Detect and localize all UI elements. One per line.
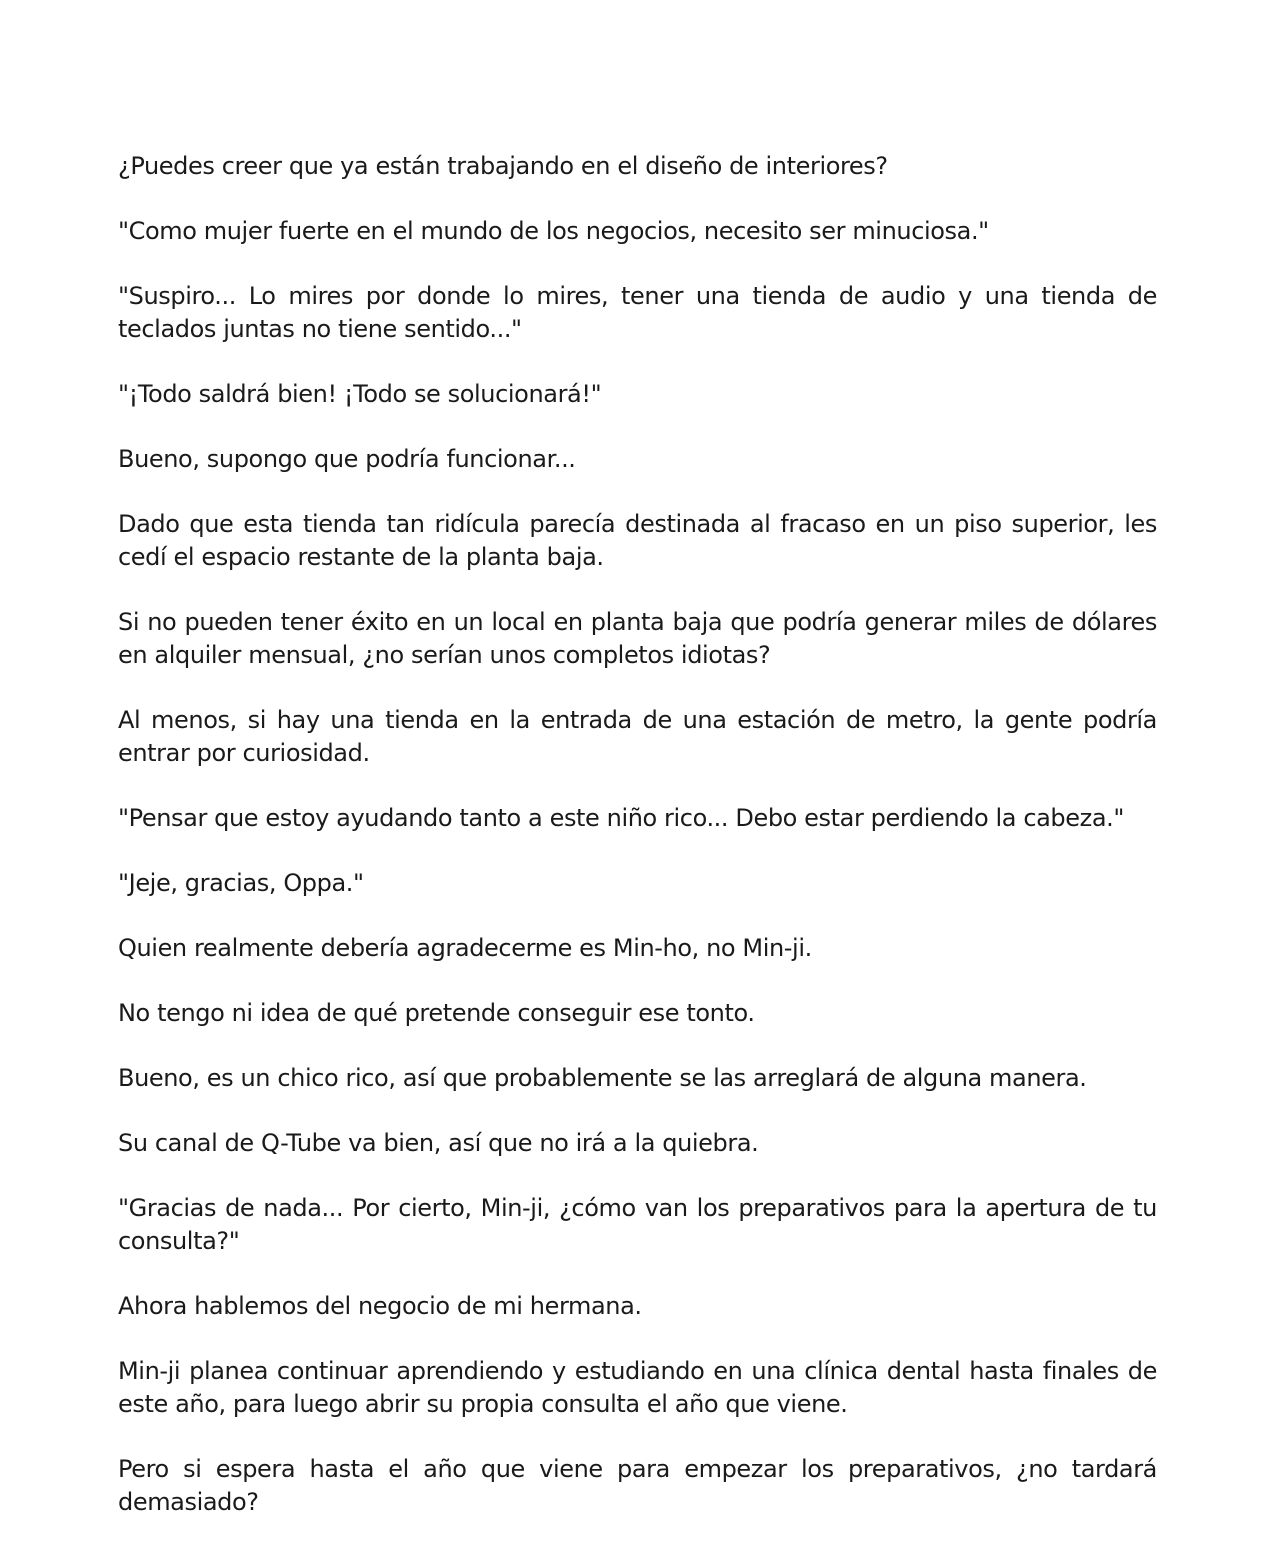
paragraph-9: "Pensar que estoy ayudando tanto a este niño rico... Debo estar perdiendo la cabeza." — [118, 804, 1124, 832]
document-page — [118, 150, 1157, 1551]
paragraph-3: "Suspiro... Lo mires por donde lo mires, tener una tienda de audio y una tienda de teclados juntas no tiene sentido..." — [118, 282, 1157, 343]
paragraph-2: "Como mujer fuerte en el mundo de los negocios, necesito ser minuciosa." — [118, 217, 989, 245]
paragraph-4: "¡Todo saldrá bien! ¡Todo se solucionará!" — [118, 380, 602, 408]
paragraph-18: Pero si espera hasta el año que viene para empezar los preparativos, ¿no tardará demasiado? — [118, 1455, 1157, 1516]
paragraph-15: "Gracias de nada... Por cierto, Min-ji, ¿cómo van los preparativos para la apertura de tu consulta?" — [118, 1194, 1157, 1255]
paragraph-7: Si no pueden tener éxito en un local en planta baja que podría generar miles de dólares en alquiler mensual, ¿no serían unos completos idiotas? — [118, 608, 1157, 669]
paragraph-11: Quien realmente debería agradecerme es Min-ho, no Min-ji. — [118, 934, 812, 962]
paragraph-8: Al menos, si hay una tienda en la entrada de una estación de metro, la gente podría entrar por curiosidad. — [118, 706, 1157, 767]
paragraph-12: No tengo ni idea de qué pretende conseguir ese tonto. — [118, 999, 755, 1027]
paragraph-1: ¿Puedes creer que ya están trabajando en el diseño de interiores? — [118, 152, 888, 180]
paragraph-16: Ahora hablemos del negocio de mi hermana. — [118, 1292, 642, 1320]
paragraph-13: Bueno, es un chico rico, así que probablemente se las arreglará de alguna manera. — [118, 1064, 1087, 1092]
paragraph-6: Dado que esta tienda tan ridícula parecía destinada al fracaso en un piso superior, les cedí el espacio restante de la planta baja. — [118, 510, 1157, 571]
paragraph-14: Su canal de Q-Tube va bien, así que no irá a la quiebra. — [118, 1129, 759, 1157]
paragraph-17: Min-ji planea continuar aprendiendo y estudiando en una clínica dental hasta finales de este año, para luego abrir su propia consulta el año que viene. — [118, 1357, 1157, 1418]
paragraph-5: Bueno, supongo que podría funcionar... — [118, 445, 576, 473]
paragraph-10: "Jeje, gracias, Oppa." — [118, 869, 364, 897]
